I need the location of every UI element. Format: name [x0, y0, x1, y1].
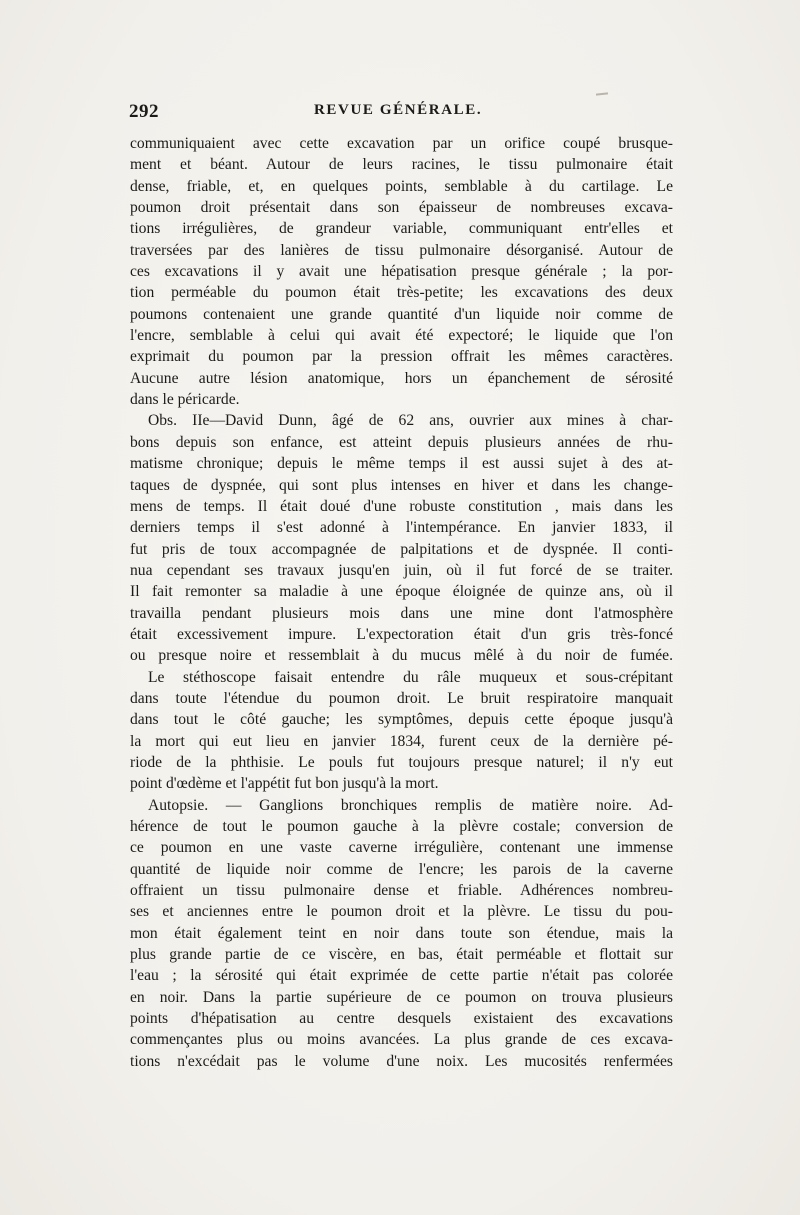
text-line: riode de la phthisie. Le pouls fut toujours presque naturel; il n'y eut	[130, 753, 673, 771]
page-header	[129, 101, 674, 129]
text-line: commençantes plus ou moins avancées. La plus grande de ces excava-	[130, 1031, 673, 1049]
text-line: ou presque noire et ressemblait à du mucus mêlé à du noir de fumée.	[130, 647, 673, 665]
page-number: 292	[129, 101, 159, 122]
text-line: l'eau ; la sérosité qui était exprimée de cette partie n'était pas colorée	[130, 967, 673, 985]
text-line: mon était également teint en noir dans toute son étendue, mais la	[130, 924, 673, 942]
text-line: ces excavations il y avait une hépatisation presque générale ; la por-	[130, 263, 673, 281]
text-line: plus grande partie de ce viscère, en bas, était perméable et flottait sur	[130, 946, 673, 964]
running-title: REVUE GÉNÉRALE.	[314, 102, 483, 118]
text-line: ce poumon en une vaste caverne irrégulière, contenant une immense	[130, 839, 673, 857]
text-line: tion perméable du poumon était très-petite; les excavations des deux	[130, 284, 673, 302]
text-line: tions n'excédait pas le volume d'une noix. Les mucosités renfermées	[130, 1052, 673, 1070]
text-line: travailla pendant plusieurs mois dans une mine dont l'atmosphère	[130, 604, 673, 622]
text-line: était excessivement impure. L'expectoration était d'un gris très-foncé	[130, 625, 673, 643]
text-line: point d'œdème et l'appétit fut bon jusqu'à la mort.	[130, 775, 439, 793]
text-line: quantité de liquide noir comme de l'encre; les parois de la caverne	[130, 860, 673, 878]
text-line: taques de dyspnée, qui sont plus intenses en hiver et dans les change-	[130, 476, 673, 494]
text-line: derniers temps il s'est adonné à l'intempérance. En janvier 1833, il	[130, 519, 673, 537]
text-line: mens de temps. Il était doué d'une robuste constitution , mais dans les	[130, 497, 673, 515]
text-line: nua cependant ses travaux jusqu'en juin, où il fut forcé de se traiter.	[130, 561, 673, 579]
text-line: fut pris de toux accompagnée de palpitations et de dyspnée. Il conti-	[130, 540, 673, 558]
text-line: matisme chronique; depuis le même temps il est aussi sujet à des at-	[130, 455, 673, 473]
text-line-obs-heading: Obs. IIe—David Dunn, âgé de 62 ans, ouvrier aux mines à char-	[148, 412, 673, 430]
text-line: dans toute l'étendue du poumon droit. Le bruit respiratoire manquait	[130, 689, 673, 707]
text-line: exprimait du poumon par la pression offrait les mêmes caractères.	[130, 348, 673, 366]
text-line: dense, friable, et, en quelques points, semblable à du cartilage. Le	[130, 177, 673, 195]
text-line: la mort qui eut lieu en janvier 1834, furent ceux de la dernière pé-	[130, 732, 673, 750]
text-line-autopsie-heading: Autopsie. — Ganglions bronchiques remplis de matière noire. Ad-	[148, 796, 673, 814]
text-line: bons depuis son enfance, est atteint depuis plusieurs années de rhu-	[130, 433, 673, 451]
text-line: dans tout le côté gauche; les symptômes, depuis cette époque jusqu'à	[130, 711, 673, 729]
text-line: offraient un tissu pulmonaire dense et friable. Adhérences nombreu-	[130, 882, 673, 900]
text-line: traversées par des lanières de tissu pulmonaire désorganisé. Autour de	[130, 241, 673, 259]
text-line: l'encre, semblable à celui qui avait été expectoré; le liquide que l'on	[130, 327, 673, 345]
text-line: poumons contenaient une grande quantité d'un liquide noir comme de	[130, 305, 673, 323]
text-line: ment et béant. Autour de leurs racines, le tissu pulmonaire était	[130, 156, 673, 174]
text-line: poumon droit présentait dans son épaisseur de nombreuses excava-	[130, 199, 673, 217]
text-line: Le stéthoscope faisait entendre du râle muqueux et sous-crépitant	[148, 668, 673, 686]
body-text	[130, 133, 673, 1072]
text-line: ses et anciennes entre le poumon droit et la plèvre. Le tissu du pou-	[130, 903, 673, 921]
text-line: dans le péricarde.	[130, 391, 240, 409]
text-line: Aucune autre lésion anatomique, hors un épanchement de sérosité	[130, 369, 673, 387]
paper-mark	[596, 92, 608, 95]
text-line: Il fait remonter sa maladie à une époque éloignée de quinze ans, où il	[130, 583, 673, 601]
text-line: hérence de tout le poumon gauche à la plèvre costale; conversion de	[130, 818, 673, 835]
text-line: points d'hépatisation au centre desquels existaient des excavations	[130, 1010, 673, 1028]
text-line: en noir. Dans la partie supérieure de ce poumon on trouva plusieurs	[130, 988, 673, 1006]
text-line: tions irrégulières, de grandeur variable, communiquant entr'elles et	[130, 220, 673, 238]
text-line: communiquaient avec cette excavation par un orifice coupé brusque-	[130, 135, 673, 152]
